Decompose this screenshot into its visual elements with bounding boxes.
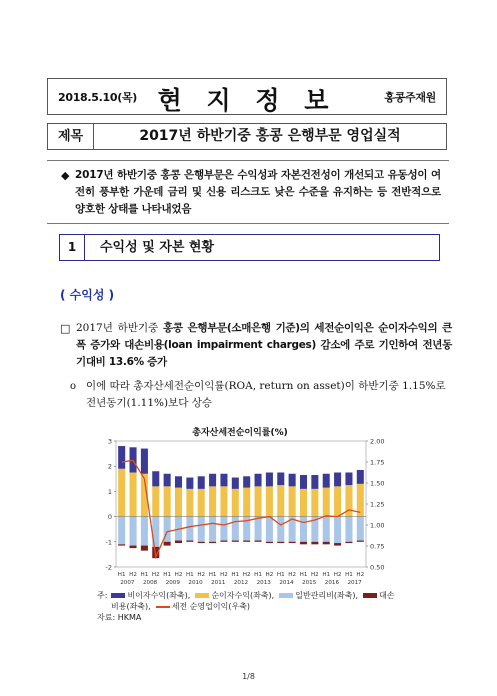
bar-netint [175,488,182,517]
bar-opex [130,517,137,546]
x-tick-label: H1 [117,572,126,578]
left-tick-label: 2 [107,462,112,471]
bar-opex [255,517,262,541]
legend-item-opex [279,590,358,601]
bar-opex [357,517,364,541]
bar-nonint [232,478,239,489]
bar-nonint [220,474,227,487]
x-tick-label: H1 [322,572,331,578]
left-tick-label: 0 [107,513,112,522]
x-year-label: 2009 [165,580,180,586]
bar-impair [130,546,137,549]
x-tick-label: H2 [242,572,251,578]
x-tick-label: H2 [129,572,137,578]
right-tick-label: 0.50 [370,563,385,572]
chart-svg [80,437,400,597]
bar-nonint [175,476,182,487]
chart-legend [97,590,447,612]
legend-prefix: 주: [97,591,108,600]
x-tick-label: H2 [356,572,365,578]
right-tick-label: 1.00 [370,521,385,530]
bar-nonint [198,476,205,489]
bar-netint [311,489,318,517]
x-tick-label: H2 [174,572,183,578]
bar-opex [141,517,148,546]
bar-opex [232,517,239,541]
bar-nonint [255,474,262,487]
x-year-label: 2016 [324,580,340,586]
bar-impair [311,542,318,545]
bar-nonint [334,473,341,487]
right-tick-label: 2.00 [370,437,385,446]
bar-netint [300,489,307,517]
bar-impair [186,541,193,542]
x-tick-label: H2 [220,572,228,578]
legend-label-nonint: 비이자수익(좌축), [127,591,191,600]
section-title: 수익성 및 자본 현황 [100,240,215,255]
legend-label-netint: 순이자수익(좌축), [211,591,275,600]
x-tick-label: H1 [254,572,262,578]
legend-label-opex: 일반관리비(좌축), [295,591,359,600]
bar-opex [334,517,341,543]
x-tick-label: H2 [197,572,206,578]
bar-opex [209,517,216,542]
x-tick-label: H2 [288,572,297,578]
bar-opex [220,517,227,541]
bar-impair [220,541,227,542]
legend-item-impair [363,590,394,601]
x-year-label: 2013 [256,580,271,586]
bar-opex [266,517,273,542]
chart-source: 자료: HKMA [97,613,142,622]
paragraph-main-text [76,320,452,371]
bar-impair [175,541,182,544]
x-tick-label: H1 [140,572,149,578]
legend-swatch-netint [195,593,209,598]
bar-impair [255,541,262,542]
report-dept: 홍콩주재원 [384,91,436,104]
legend-item-netint [195,590,274,601]
bar-nonint [323,474,330,488]
bar-netint [198,489,205,517]
x-tick-label: H1 [208,572,217,578]
bar-nonint [289,474,296,487]
left-tick-label: -1 [105,538,112,547]
paragraph-main [60,320,452,371]
bar-nonint [209,474,216,487]
bar-netint [130,473,137,517]
bar-opex [345,517,352,542]
section-header [59,234,440,261]
bar-netint [323,488,330,517]
subject-box [47,123,447,150]
diamond-bullet-icon: ◆ [61,169,70,182]
bar-impair [266,542,273,543]
bar-impair [164,542,171,546]
bar-impair [334,543,341,546]
x-year-label: 2017 [347,580,362,586]
paragraph-sub-text: 이에 따라 총자산세전순이익률(ROA, return on asset)이 하반기중 1.15%로 전년동기(1.11%)보다 상승 [86,380,446,409]
header-box [47,78,447,115]
bar-netint [232,489,239,517]
x-tick-label: H1 [299,572,308,578]
bar-opex [300,517,307,542]
bar-netint [243,488,250,517]
bar-netint [266,486,273,516]
legend-label-impair: 대손 [379,591,395,600]
legend-swatch-impair [363,593,377,598]
x-year-label: 2015 [302,580,317,586]
subject-tag: 제목 [48,124,94,149]
bar-nonint [141,449,148,474]
paragraph-lead: 2017년 하반기중 [76,322,164,334]
left-tick-label: 1 [107,487,112,496]
bar-nonint [300,475,307,489]
bar-impair [357,541,364,542]
x-tick-label: H1 [345,572,353,578]
left-tick-label: -2 [105,563,112,572]
bar-opex [186,517,193,541]
summary-text: 2017년 하반기중 홍콩 은행부문은 수익성과 자본건전성이 개선되고 유동성이 여전히 풍부한 가운데 금리 및 신용 리스크도 낮은 수준을 유지하는 등 전반적으로 양호한 상태를 나타내었음 [75,169,441,215]
bar-impair [323,542,330,545]
bar-impair [345,542,352,543]
x-tick-label: H2 [151,572,160,578]
bar-opex [277,517,284,542]
bar-netint [209,486,216,516]
bar-netint [255,486,262,516]
bar-nonint [152,471,159,486]
x-tick-label: H1 [231,572,240,578]
bar-netint [186,489,193,517]
bar-netint [220,486,227,516]
x-year-label: 2012 [233,580,249,586]
x-tick-label: H1 [163,572,172,578]
right-tick-label: 1.25 [370,500,385,509]
bar-impair [232,541,239,542]
bar-nonint [311,475,318,489]
legend-label-profit: 세전 순영업이익(우축) [171,602,251,611]
right-tick-label: 0.75 [370,542,385,551]
bar-opex [118,517,125,545]
x-year-label: 2007 [120,580,135,586]
bar-nonint [357,470,364,484]
bar-netint [277,485,284,516]
subject-title: 2017년 하반기중 홍콩 은행부문 영업실적 [139,128,401,144]
bar-impair [289,542,296,543]
chart-title: 총자산세전순이익률(%) [192,428,288,438]
legend-item-impair-cont [111,601,151,612]
x-year-label: 2010 [188,580,203,586]
x-year-label: 2011 [211,580,226,586]
paragraph-sub [70,378,450,412]
summary-block [47,160,449,224]
bar-nonint [118,446,125,469]
page-title: 현 지 정 보 [157,86,337,115]
bar-netint [152,486,159,516]
page-number: 1/8 [242,672,255,681]
bar-nonint [164,474,171,487]
legend-label-impair-cont: 비용(좌축), [111,602,151,611]
right-tick-label: 1.75 [370,458,385,467]
legend-swatch-opex [279,593,293,598]
bar-impair [300,542,307,545]
legend-swatch-profit [156,606,170,608]
paragraph-bold: 홍콩 은행부문(소매은행 기준)의 세전순이익은 순이자수익의 큰 폭 증가와 대손비용(loan impairment charges) 감소에 주로 기인하여 전년동기대비 13.6% 증가 [76,322,452,368]
bar-opex [323,517,330,542]
legend-swatch-nonint [111,593,125,598]
bar-nonint [186,478,193,489]
x-year-label: 2014 [279,580,294,586]
bar-impair [141,546,148,551]
subheading-profitability: ( 수익성 ) [60,288,115,302]
x-tick-label: H2 [265,572,274,578]
bar-netint [118,469,125,517]
bar-nonint [277,473,284,486]
bar-nonint [243,476,250,487]
bar-impair [243,541,250,542]
legend-item-profit [156,601,250,612]
x-year-label: 2008 [142,580,158,586]
bar-nonint [266,473,273,487]
bar-opex [198,517,205,542]
x-tick-label: H2 [310,572,319,578]
bar-impair [118,544,125,545]
bar-netint [334,486,341,516]
left-tick-label: 3 [107,437,112,446]
section-number: 1 [60,235,85,260]
bar-impair [209,542,216,543]
square-bullet-icon: □ [60,322,71,335]
bar-impair [277,542,284,543]
bar-impair [198,542,205,543]
bar-netint [164,486,171,516]
x-tick-label: H1 [185,572,194,578]
x-tick-label: H2 [333,572,342,578]
right-tick-label: 1.50 [370,479,385,488]
bar-netint [289,486,296,516]
circle-bullet-icon: o [70,381,77,392]
report-date: 2018.5.10(목) [58,91,138,104]
legend-item-nonint [111,590,190,601]
x-tick-label: H1 [276,572,285,578]
bar-nonint [345,473,352,486]
